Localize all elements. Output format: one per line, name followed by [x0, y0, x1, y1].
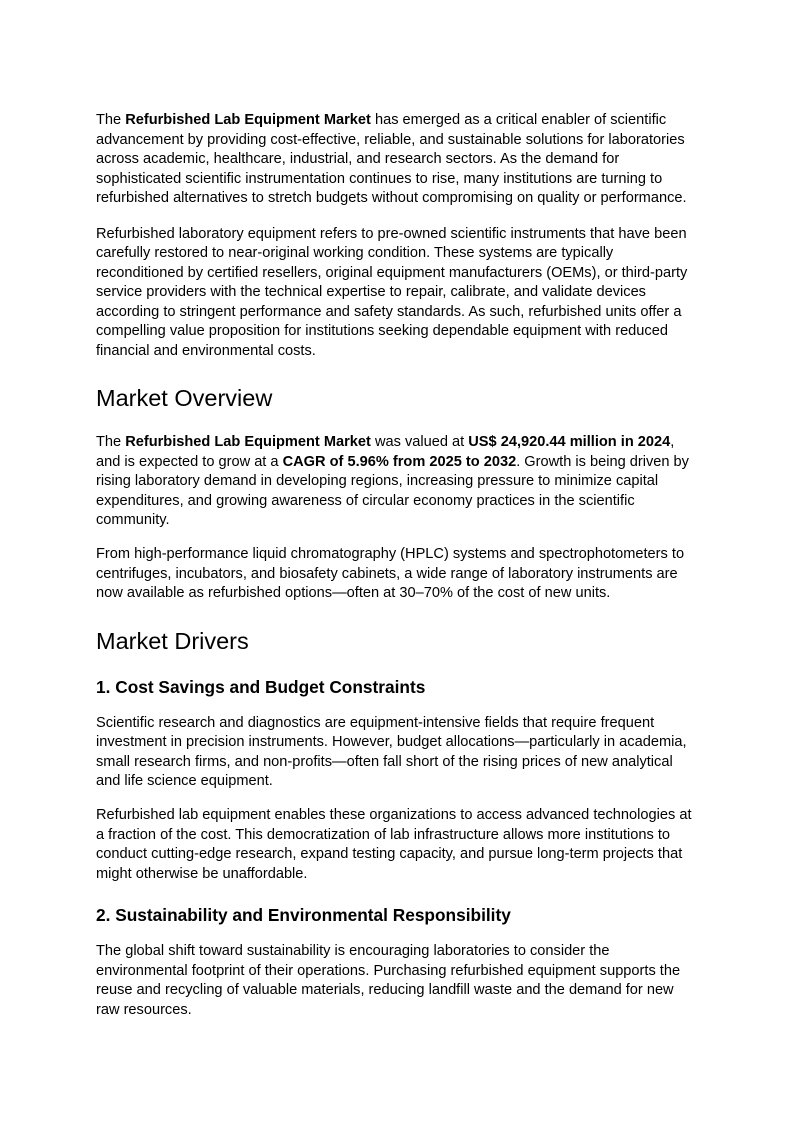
text-run: has emerged as a critical enabler of scientific advancement by providing cost-effective, reliable, and sustainable solutions for laboratories across academic, healthcare, industrial, and research sectors. As the demand for sophisticated scientific instrumentation continues to rise, many institutions are turning to refurbished alternatives to stretch budgets without compromising on quality or performance. [96, 112, 687, 206]
heading-market-overview: Market Overview [96, 385, 273, 411]
text-run: The [96, 434, 126, 450]
text-run: . Growth is being driven by rising laboratory demand in developing regions, increasing pressure to minimize capital expenditures, and growing awareness of circular economy practices in the scientific community. [96, 453, 689, 528]
cost-savings-paragraph-1: Scientific research and diagnostics are equipment-intensive fields that require frequent investment in precision instruments. However, budget allocations—particularly in academia, small research firms, and non-profits—often fall short of the rising prices of new analytical and life science equipment. [96, 714, 687, 789]
sustainability-paragraph-1: The global shift toward sustainability is encouraging laboratories to consider the environmental footprint of their operations. Purchasing refurbished equipment supports the reuse and recycling of valuable materials, reducing landfill waste and the demand for new raw resources. [96, 943, 681, 1018]
subheading-sustainability: 2. Sustainability and Environmental Responsibility [96, 905, 511, 925]
document-page [96, 111, 698, 1035]
text-run: The [96, 112, 126, 128]
bold-cagr: CAGR of 5.96% from 2025 to 2032 [282, 453, 517, 470]
text-run: was valued at [370, 434, 469, 450]
intro-paragraph-2: Refurbished laboratory equipment refers to pre-owned scientific instruments that have been carefully restored to near-original working condition. These systems are typically reconditioned by certified resellers, original equipment manufacturers (OEMs), or third-party service providers with the technical expertise to repair, calibrate, and validate devices according to stringent performance and safety standards. As such, refurbished units offer a compelling value proposition for institutions seeking dependable equipment with reduced financial and environmental costs. [96, 225, 688, 359]
text-run: , and is expected to grow at a [96, 434, 675, 470]
overview-paragraph-1 [96, 433, 698, 531]
bold-market-name: Refurbished Lab Equipment Market [125, 112, 371, 128]
heading-market-drivers: Market Drivers [96, 627, 249, 654]
subheading-cost-savings: 1. Cost Savings and Budget Constraints [96, 676, 426, 697]
bold-market-value: US$ 24,920.44 million in 2024 [468, 434, 671, 450]
overview-paragraph-2: From high-performance liquid chromatography (HPLC) systems and spectrophotometers to centrifuges, incubators, and biosafety cabinets, a wide range of laboratory instruments are now available as refurbished options—often at 30–70% of the cost of new units. [96, 546, 685, 601]
cost-savings-paragraph-2: Refurbished lab equipment enables these organizations to access advanced technologies at a fraction of the cost. This democratization of lab infrastructure allows more institutions to conduct cutting-edge research, expand testing capacity, and pursue long-term projects that might otherwise be unaffordable. [96, 807, 692, 882]
intro-paragraph-1 [96, 111, 698, 209]
bold-market-name: Refurbished Lab Equipment Market [125, 434, 371, 450]
